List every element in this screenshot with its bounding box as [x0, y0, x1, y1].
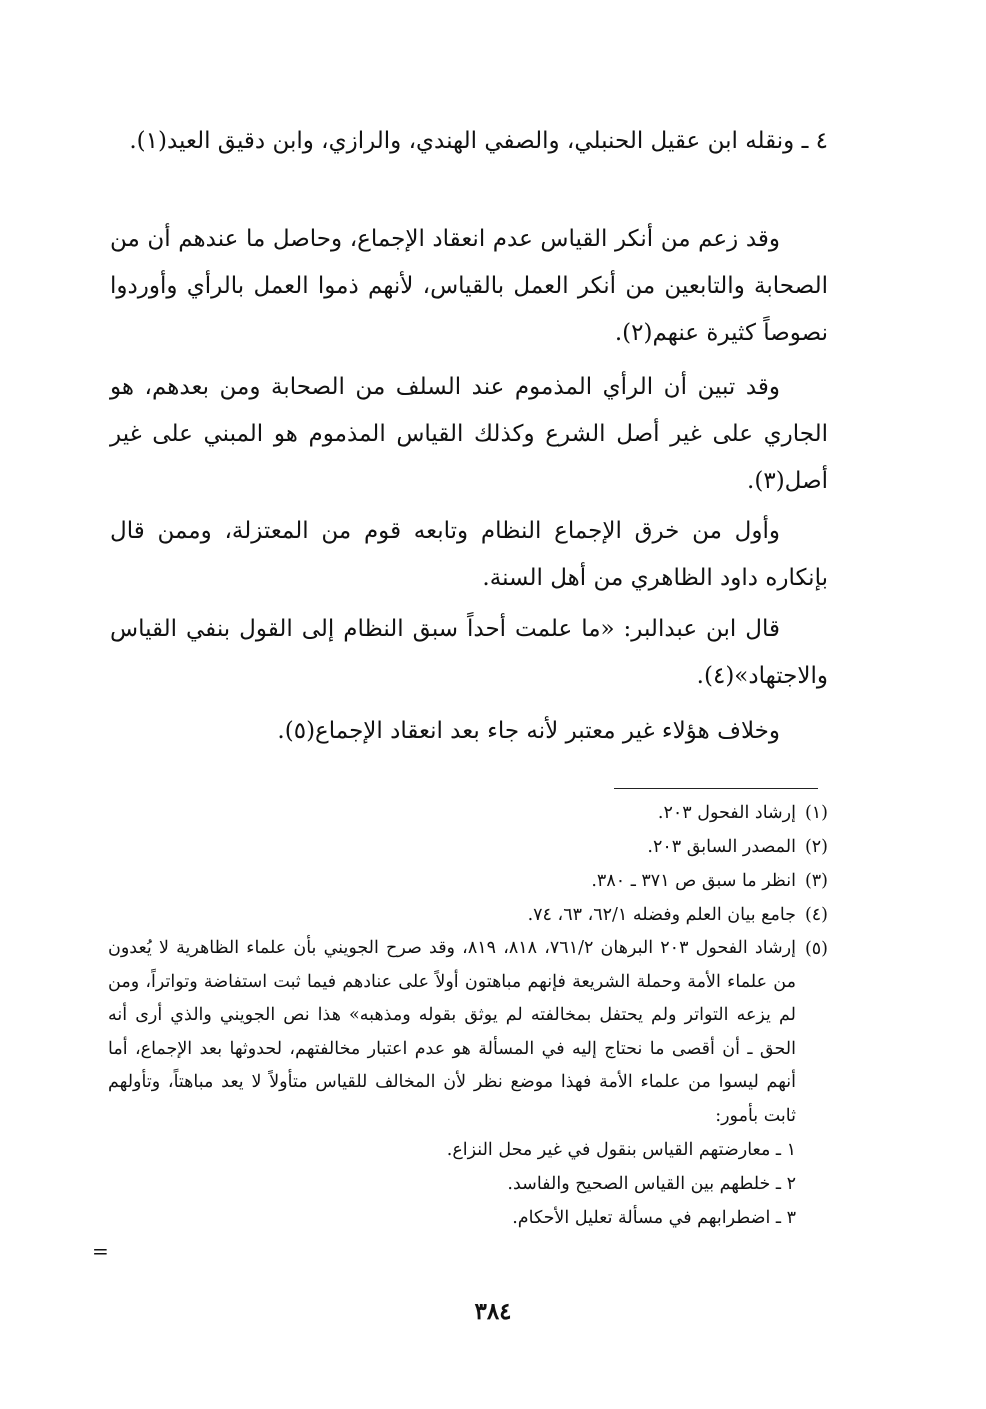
continuation-mark: = [92, 1239, 109, 1263]
footnote-number: (٣) [804, 871, 828, 891]
paragraph-3-text: وقد تبين أن الرأي المذموم عند السلف من الصحابة ومن بعدهم، هو الجاري على غير أصل الشرع وكذلك القياس المذموم هو المبني على غير أصل(٣). [110, 374, 828, 494]
paragraph-6-text: وخلاف هؤلاء غير معتبر لأنه جاء بعد انعقاد الإجماع(٥). [277, 718, 780, 744]
footnote-number: (١) [804, 803, 828, 823]
footnote-text: إرشاد الفحول ٢٠٣ البرهان ٧٦١/٢، ٨١٨، ٨١٩، وقد صرح الجويني بأن علماء الظاهرية لا يُعدون من علماء الأمة وحملة الشريعة فإنهم مباهتون أولاً على عنادهم فيما ثبت استفاضة وتواتراً، ومن لم يزعه التواتر ولم يحتفل بمخالفته لم يوثق بقوله ومذهبه» هذا نص الجويني والذي أرى أنه الحق ـ أن أقصى ما نحتاج إليه في المسألة هو عدم اعتبار مخالفتهم، لحدوثها بعد الإجماع، أما أنهم ليسوا من علماء الأمة فهذا موضع نظر لأن المخالف للقياس متأولاً لا يعد مباهتاً، وتأولهم ثابت بأمور: [108, 938, 796, 1126]
paragraph-5-text: قال ابن عبدالبر: «ما علمت أحداً سبق النظام إلى القول بنفي القياس والاجتهاد»(٤). [110, 616, 828, 689]
paragraph-1-text: ٤ ـ ونقله ابن عقيل الحنبلي، والصفي الهندي، والرازي، وابن دقيق العيد(١). [129, 128, 828, 154]
footnote-number: (٢) [804, 837, 828, 857]
footnote-2 [108, 830, 828, 864]
footnote-text: جامع بيان العلم وفضله ٦٢/١، ٦٣، ٧٤. [527, 905, 796, 925]
footnote-separator [614, 788, 818, 789]
footnote-4 [108, 898, 828, 932]
footnote-3 [108, 864, 828, 898]
footnotes [108, 796, 828, 1235]
footnote-5-list-item-1: ١ ـ معارضتهم القياس بنقول في غير محل النزاع. [446, 1140, 796, 1160]
paragraph-3 [110, 364, 828, 505]
paragraph-4 [110, 508, 828, 602]
page-number: ٣٨٤ [474, 1298, 512, 1325]
paragraph-5 [110, 606, 828, 700]
footnote-5-list-item-2: ٢ ـ خلطهم بين القياس الصحيح والفاسد. [507, 1174, 796, 1194]
paragraph-2-text: وقد زعم من أنكر القياس عدم انعقاد الإجماع، وحاصل ما عندهم أن من الصحابة والتابعين من أنكر العمل بالقياس، لأنهم ذموا العمل بالرأي وأوردوا نصوصاً كثيرة عنهم(٢). [110, 226, 828, 346]
footnote-number: (٥) [804, 939, 828, 959]
paragraph-6 [110, 708, 828, 755]
footnote-5 [108, 932, 828, 1133]
footnote-text: المصدر السابق ٢٠٣. [647, 837, 796, 857]
footnote-text: انظر ما سبق ص ٣٧١ ـ ٣٨٠. [591, 871, 796, 891]
footnote-5-list-item-3: ٣ ـ اضطرابهم في مسألة تعليل الأحكام. [512, 1208, 796, 1228]
footnote-number: (٤) [804, 905, 828, 925]
paragraph-2 [110, 216, 828, 357]
footnote-1 [108, 796, 828, 830]
paragraph-4-text: وأول من خرق الإجماع النظام وتابعه قوم من المعتزلة، وممن قال بإنكاره داود الظاهري من أهل السنة. [110, 518, 828, 591]
paragraph-1 [110, 118, 828, 165]
footnote-text: إرشاد الفحول ٢٠٣. [657, 803, 796, 823]
